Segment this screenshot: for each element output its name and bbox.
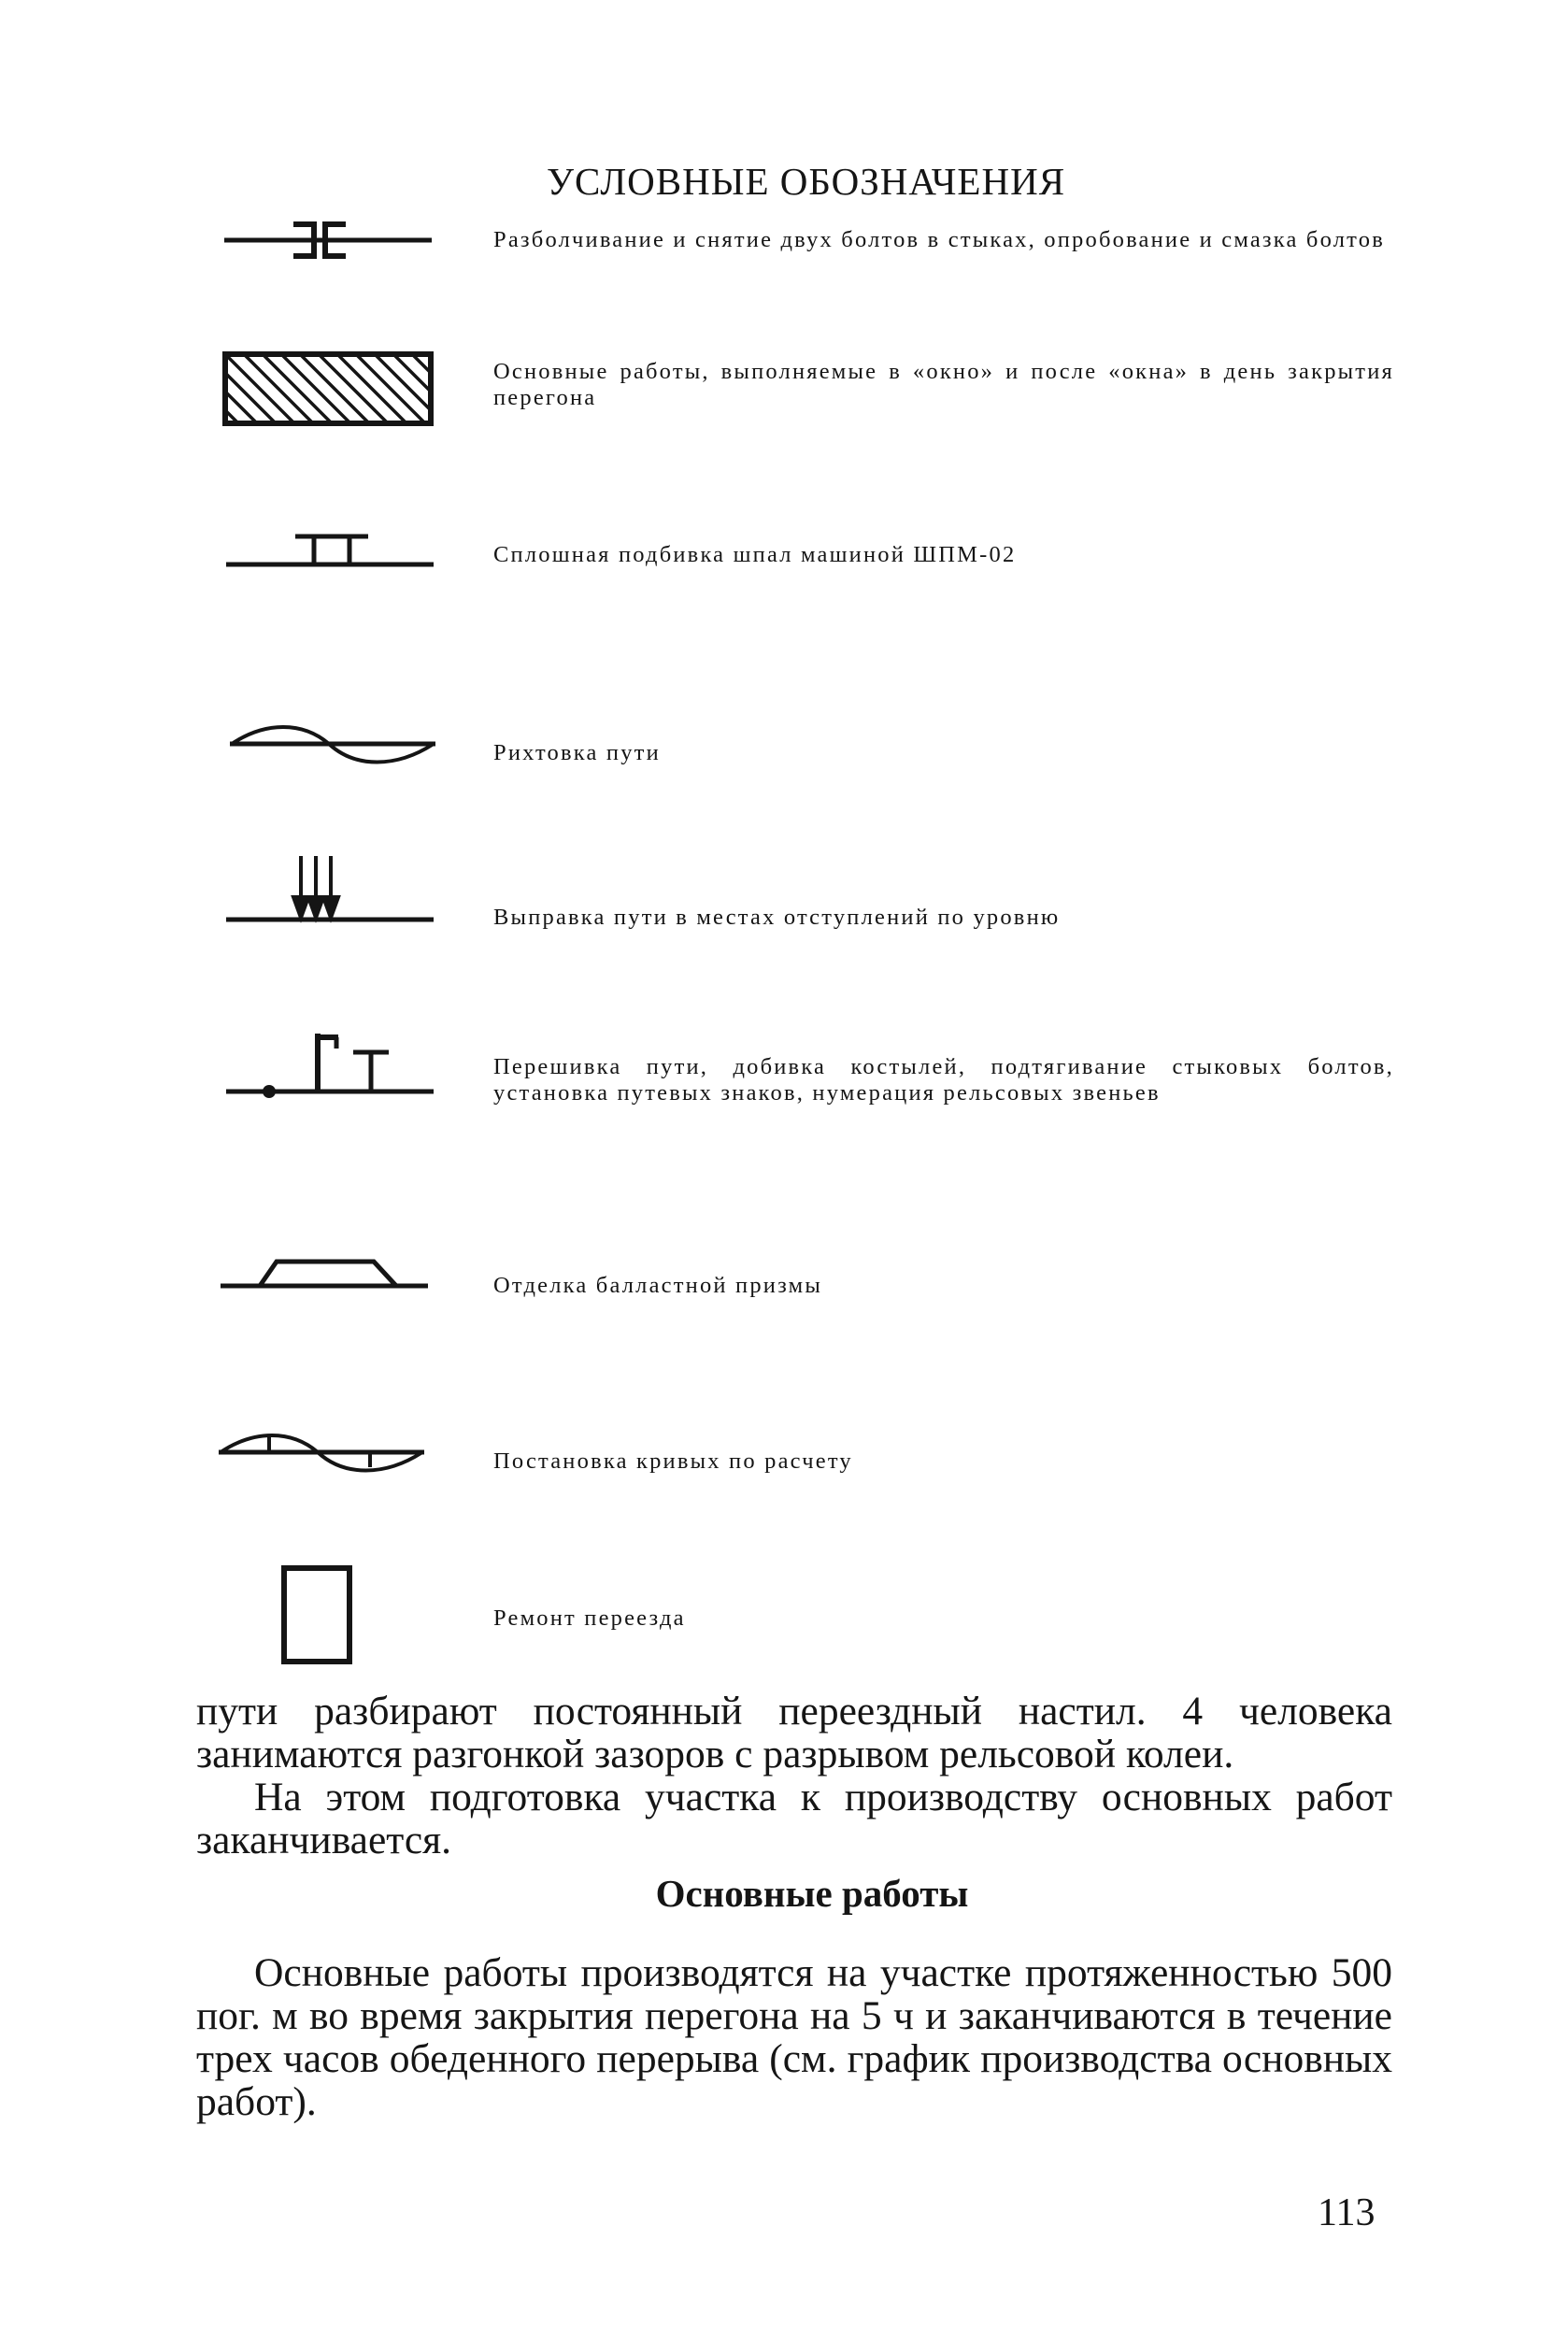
body-paragraph-3: Основные работы производятся на участке протяженностью 500 пог. м во время закрытия перегона на 5 ч и заканчиваются в течение трех часов обеденного перерыва (см. график производства основных работ).	[196, 1950, 1392, 2124]
legend-text-6: Перешивка пути, добивка костылей, подтягивание стыковых болтов, установка путевых знаков, нумерация рельсовых звеньев	[493, 1054, 1394, 1106]
track-respiking-icon	[224, 1024, 435, 1099]
track-leveling-arrows-icon	[224, 850, 435, 925]
legend-text-1: Разболчивание и снятие двух болтов в стыках, опробование и смазка болтов	[493, 227, 1385, 252]
page-number: 113	[1318, 2191, 1376, 2234]
sleeper-tamping-icon	[224, 529, 435, 570]
legend-text-2: Основные работы, выполняемые в «окно» и после «окна» в день закрытия перегона	[493, 359, 1394, 410]
curve-setting-icon	[217, 1428, 428, 1480]
legend-text-5: Выправка пути в местах отступлений по уровню	[493, 905, 1061, 930]
ballast-prism-icon	[219, 1252, 430, 1293]
body-paragraph-2: На этом подготовка участка к производству основных работ заканчивается.	[196, 1775, 1392, 1862]
section-heading: Основные работы	[655, 1872, 969, 1915]
crossing-repair-square-icon	[280, 1564, 355, 1667]
body-paragraph-3-block	[196, 1951, 1392, 2123]
track-alignment-icon	[228, 720, 439, 772]
legend-text-7: Отделка балластной призмы	[493, 1273, 823, 1298]
legend-text-3: Сплошная подбивка шпал машиной ШПМ-02	[493, 542, 1017, 567]
bolt-joint-icon	[222, 217, 434, 264]
legend-text-4: Рихтовка пути	[493, 740, 661, 765]
body-paragraph-1-block	[196, 1690, 1392, 1862]
legend-title: УСЛОВНЫЕ ОБОЗНАЧЕНИЯ	[547, 160, 1066, 203]
legend-text-9: Ремонт переезда	[493, 1605, 686, 1631]
hatched-rectangle-icon	[222, 351, 434, 426]
body-paragraph-1: пути разбирают постоянный переездный настил. 4 человека занимаются разгонкой зазоров с разрывом рельсовой колеи.	[196, 1689, 1392, 1776]
legend-text-8: Постановка кривых по расчету	[493, 1448, 853, 1474]
